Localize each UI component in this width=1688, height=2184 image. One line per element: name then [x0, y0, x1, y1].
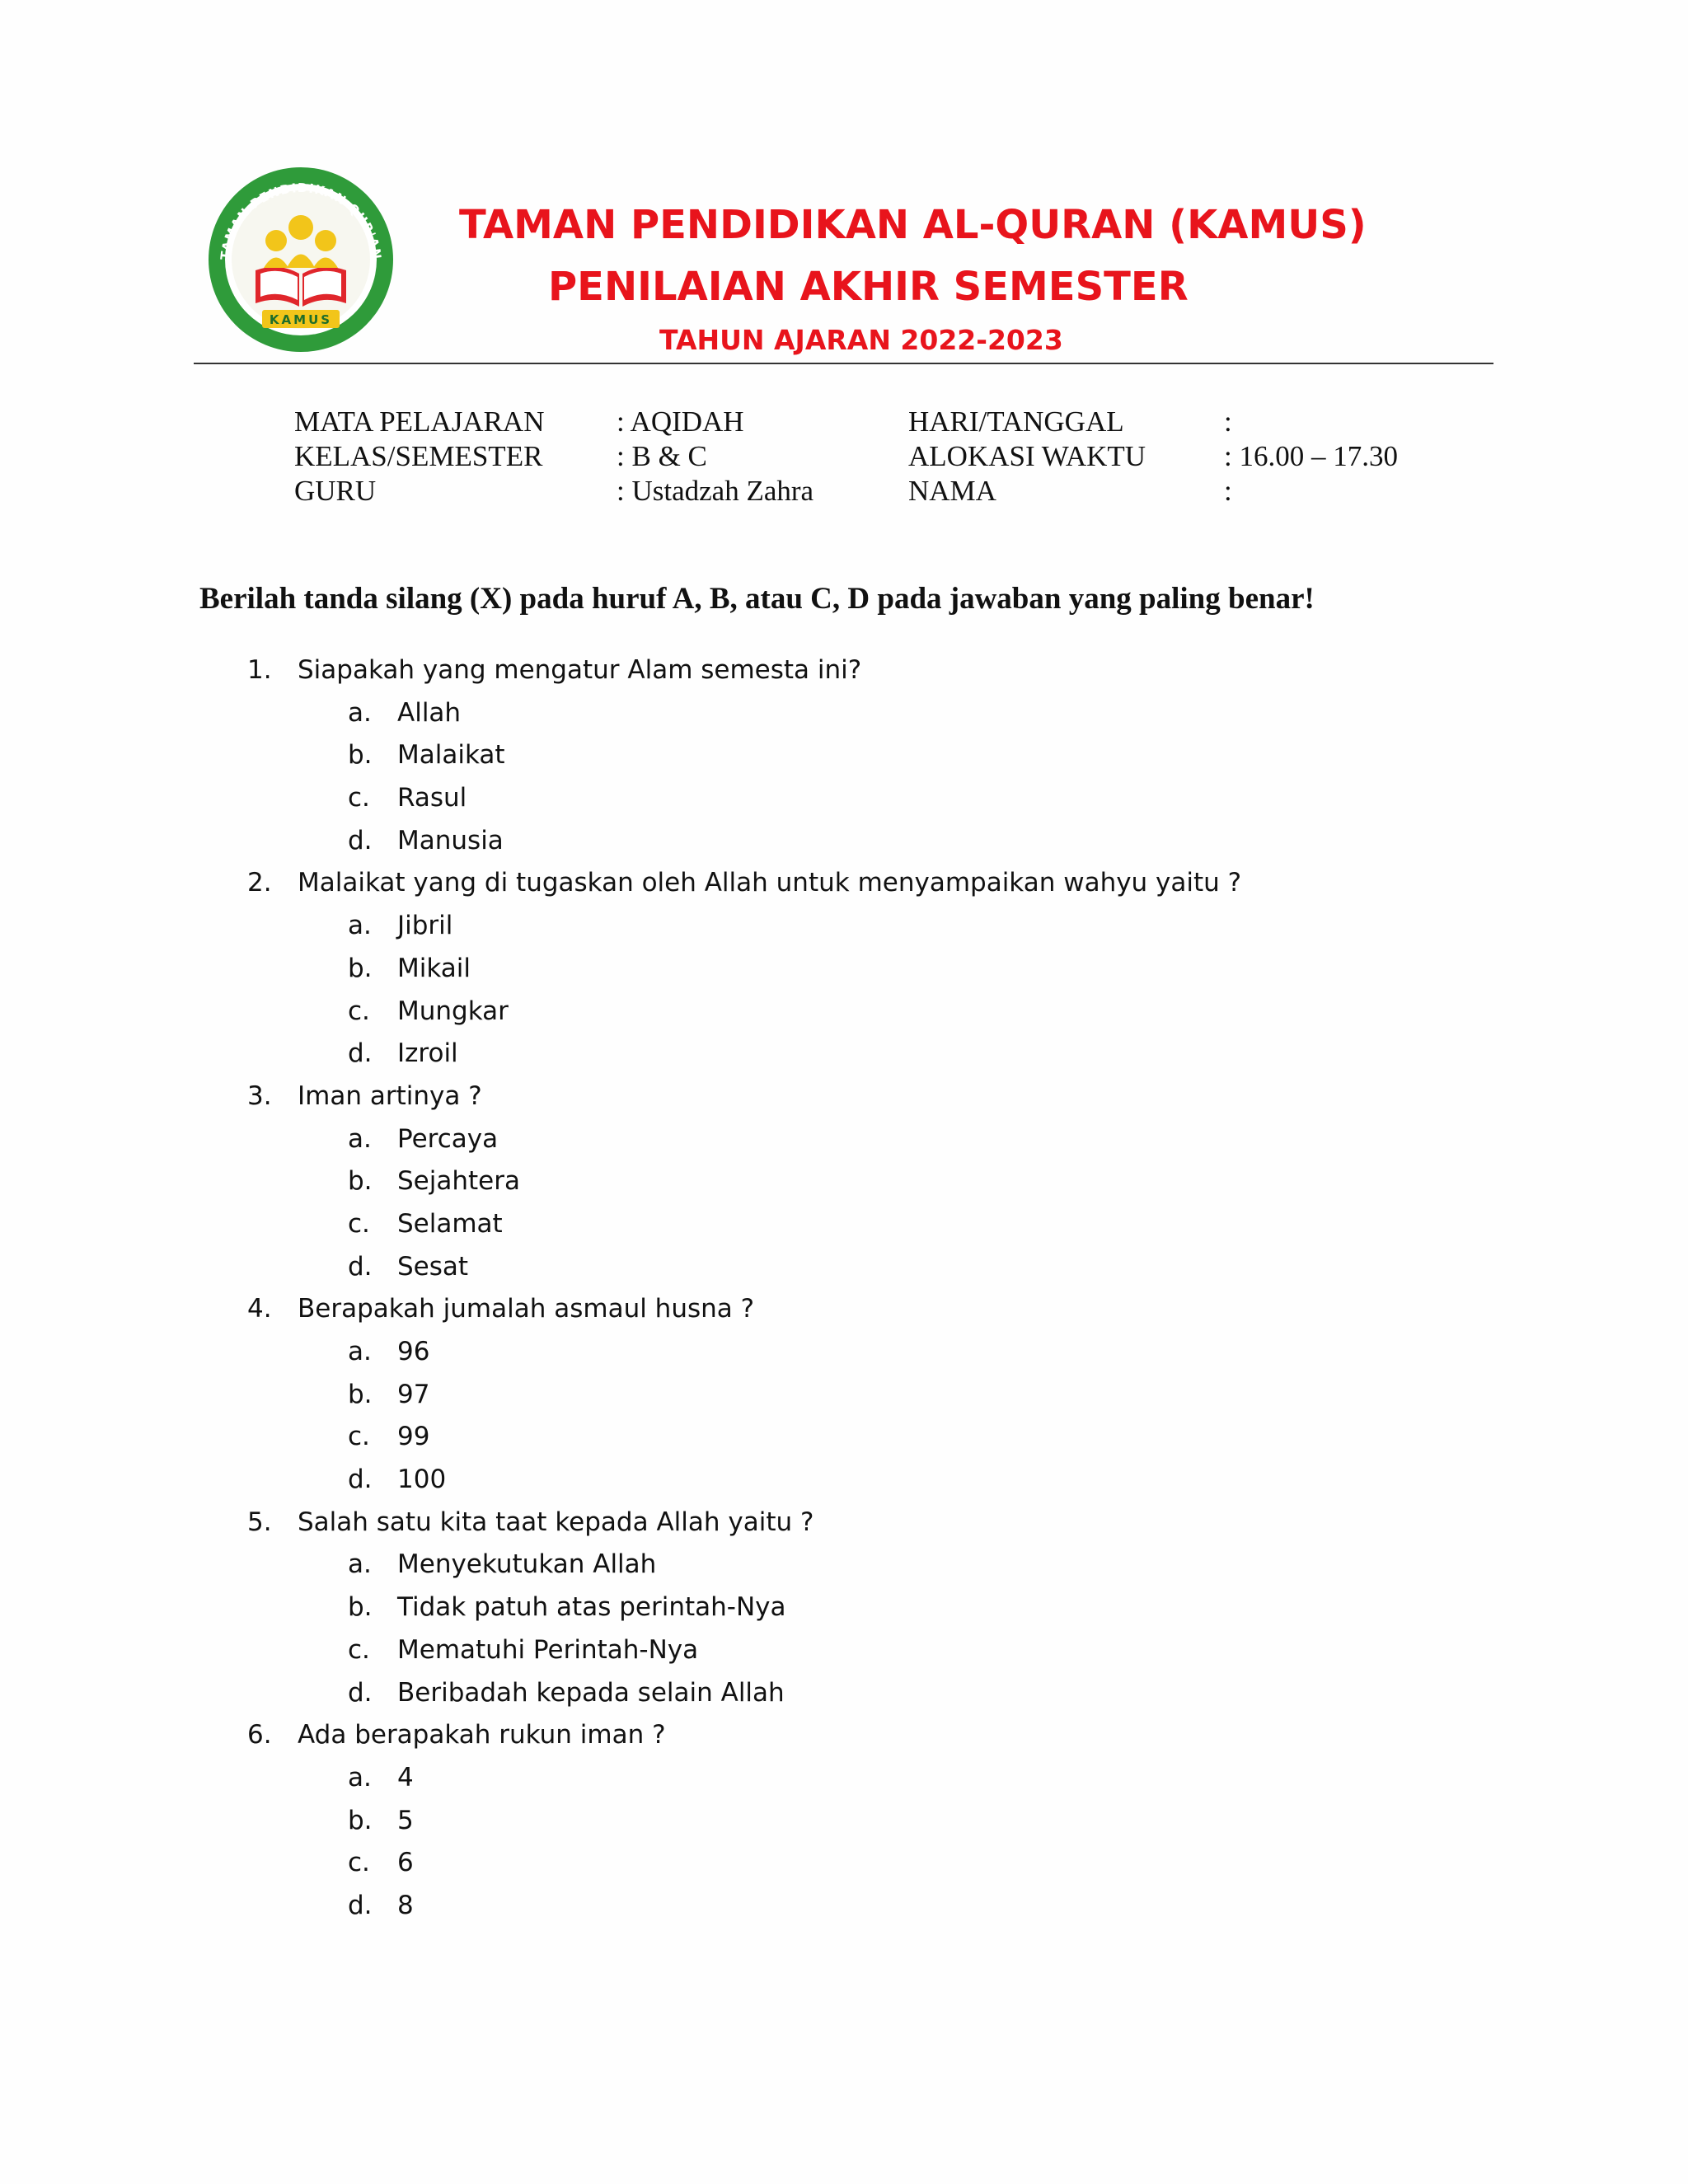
option-text: Rasul [397, 783, 467, 813]
subject-value: : AQIDAH [617, 405, 744, 438]
option-letter: b. [348, 953, 373, 983]
date-value: : [1224, 405, 1232, 438]
option-letter: a. [348, 911, 372, 941]
option-letter: d. [348, 1677, 373, 1708]
option-letter: a. [348, 697, 372, 728]
answer-option [0, 1757, 1688, 1800]
answer-option [0, 1374, 1688, 1417]
answer-option [0, 692, 1688, 735]
answer-option [0, 905, 1688, 948]
option-letter: a. [348, 1762, 372, 1793]
option-text: Izroil [397, 1038, 458, 1069]
option-text: Mikail [397, 953, 471, 983]
class-value: : B & C [617, 440, 707, 472]
question-text: Siapakah yang mengatur Alam semesta ini? [298, 655, 862, 685]
option-letter: b. [348, 1166, 373, 1197]
option-text: Tidak patuh atas perintah-Nya [397, 1592, 786, 1623]
question-number: 1. [247, 655, 272, 685]
option-text: Beribadah kepada selain Allah [397, 1677, 785, 1708]
option-letter: c. [348, 1848, 370, 1878]
question-text: Iman artinya ? [298, 1080, 482, 1111]
question-text: Ada berapakah rukun iman ? [298, 1720, 666, 1750]
option-text: Malaikat [397, 740, 505, 771]
answer-option [0, 1160, 1688, 1203]
option-letter: d. [348, 1251, 373, 1282]
question-text: Salah satu kita taat kepada Allah yaitu ? [298, 1507, 814, 1537]
option-letter: c. [348, 1634, 370, 1665]
answer-option [0, 1331, 1688, 1374]
date-label: HARI/TANGGAL [908, 405, 1124, 438]
question [0, 1502, 1688, 1544]
option-letter: b. [348, 1805, 373, 1835]
option-text: 97 [397, 1379, 430, 1409]
logo-banner-text: KAMUS [269, 312, 333, 327]
answer-option [0, 1203, 1688, 1246]
question [0, 862, 1688, 905]
option-text: 99 [397, 1422, 430, 1452]
answer-option [0, 948, 1688, 991]
question-text: Berapakah jumalah asmaul husna ? [298, 1294, 755, 1324]
option-letter: c. [348, 783, 370, 813]
school-logo [206, 165, 396, 354]
option-letter: a. [348, 1337, 372, 1366]
option-letter: c. [348, 1208, 370, 1239]
school-title: TAMAN PENDIDIKAN AL-QURAN (KAMUS) [459, 202, 1367, 248]
option-text: 4 [397, 1762, 414, 1793]
time-label: ALOKASI WAKTU [908, 440, 1146, 472]
option-letter: b. [348, 1379, 373, 1409]
answer-option [0, 1842, 1688, 1885]
option-letter: b. [348, 1592, 373, 1623]
option-text: Allah [397, 697, 462, 728]
option-text: Mematuhi Perintah-Nya [397, 1634, 699, 1665]
answer-option [0, 1118, 1688, 1161]
option-text: Sesat [397, 1251, 469, 1282]
answer-option [0, 1033, 1688, 1076]
name-label: NAMA [908, 475, 996, 507]
option-text: 5 [397, 1805, 414, 1835]
option-text: Selamat [397, 1208, 503, 1239]
option-text: Menyekutukan Allah [397, 1549, 657, 1580]
answer-option [0, 820, 1688, 863]
answer-option [0, 1800, 1688, 1843]
option-letter: c. [348, 996, 370, 1026]
answer-option [0, 1629, 1688, 1672]
question-number: 4. [247, 1294, 272, 1324]
teacher-label: GURU [294, 475, 377, 507]
option-letter: b. [348, 740, 373, 771]
answer-option [0, 734, 1688, 777]
instruction: Berilah tanda silang (X) pada huruf A, B, atau C, D pada jawaban yang paling benar! [199, 582, 1315, 616]
question-number: 5. [247, 1507, 272, 1537]
question-list [0, 649, 1688, 1928]
answer-option [0, 1544, 1688, 1586]
answer-option [0, 1672, 1688, 1715]
question-text: Malaikat yang di tugaskan oleh Allah untuk menyampaikan wahyu yaitu ? [298, 868, 1242, 898]
question-number: 6. [247, 1720, 272, 1750]
question [0, 1714, 1688, 1757]
class-label: KELAS/SEMESTER [294, 440, 543, 472]
academic-year: TAHUN AJARAN 2022-2023 [659, 324, 1063, 356]
header-divider [194, 363, 1493, 364]
question [0, 649, 1688, 692]
time-value: : 16.00 – 17.30 [1224, 440, 1398, 472]
option-text: 6 [397, 1848, 414, 1878]
answer-option [0, 1885, 1688, 1928]
option-text: 96 [397, 1337, 430, 1366]
option-letter: c. [348, 1422, 370, 1452]
option-text: Mungkar [397, 996, 509, 1026]
answer-option [0, 991, 1688, 1033]
question-number: 3. [247, 1080, 272, 1111]
question-number: 2. [247, 868, 272, 898]
answer-option [0, 1416, 1688, 1459]
option-text: 100 [397, 1465, 447, 1495]
option-text: Sejahtera [397, 1166, 520, 1197]
answer-option [0, 777, 1688, 820]
subject-label: MATA PELAJARAN [294, 405, 545, 438]
option-text: Manusia [397, 825, 504, 855]
option-letter: d. [348, 1465, 373, 1495]
option-letter: d. [348, 825, 373, 855]
name-value: : [1224, 475, 1232, 507]
teacher-value: : Ustadzah Zahra [617, 475, 814, 507]
question [0, 1288, 1688, 1331]
option-text: 8 [397, 1890, 414, 1920]
option-letter: d. [348, 1038, 373, 1069]
logo-arc-text: TAMAN PENDIDIKAN QUR'AN [218, 180, 385, 261]
option-letter: a. [348, 1123, 372, 1154]
option-letter: a. [348, 1549, 372, 1580]
option-text: Jibril [397, 911, 453, 941]
exam-title: PENILAIAN AKHIR SEMESTER [548, 264, 1189, 310]
answer-option [0, 1586, 1688, 1629]
answer-option [0, 1459, 1688, 1502]
option-text: Percaya [397, 1123, 499, 1154]
question [0, 1076, 1688, 1118]
answer-option [0, 1246, 1688, 1289]
option-letter: d. [348, 1890, 373, 1920]
